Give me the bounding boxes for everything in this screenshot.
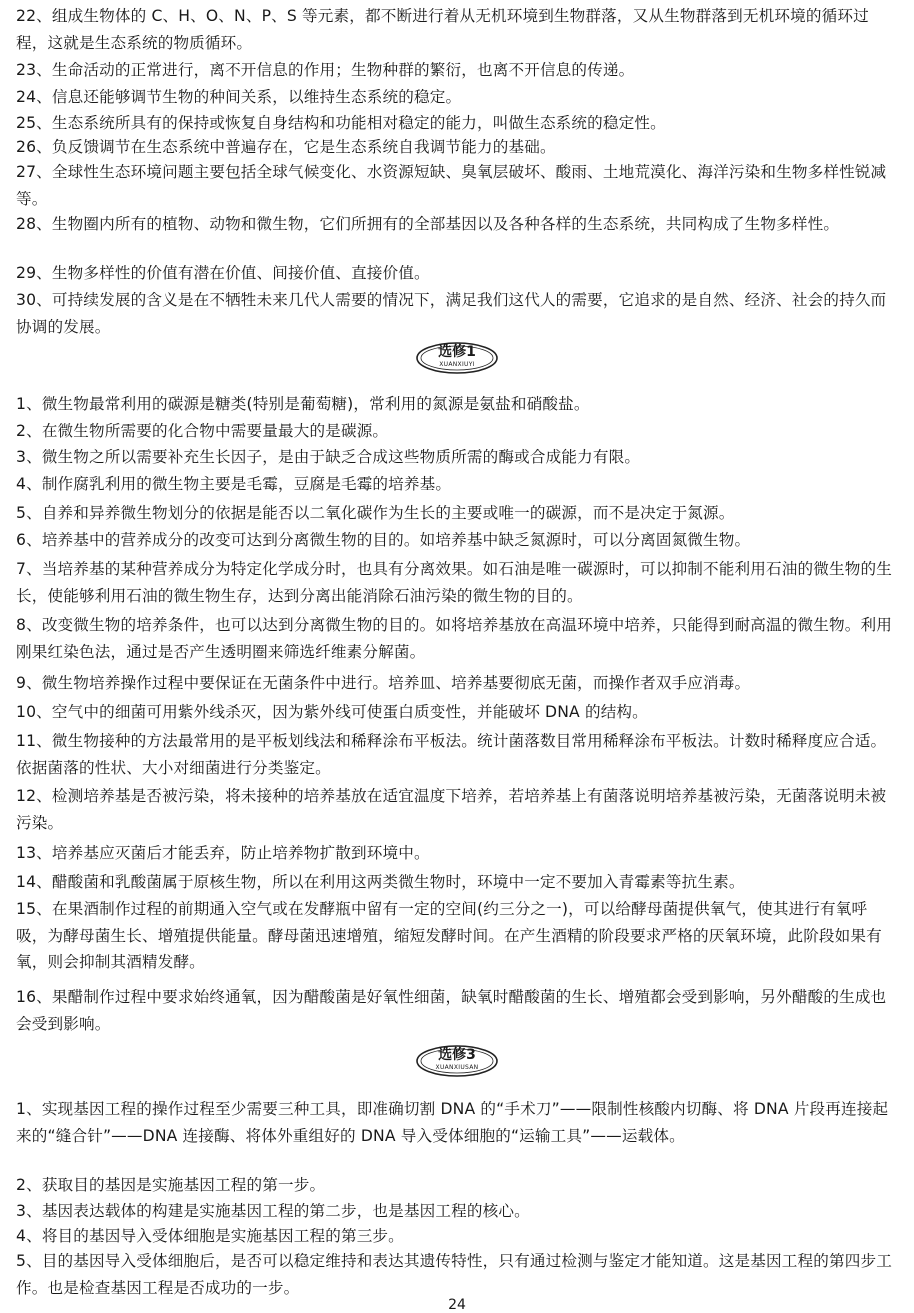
paragraph-25: 25、生态系统所具有的保持或恢复自身结构和功能相对稳定的能力，叫做生态系统的稳定性。: [16, 114, 666, 132]
paragraph-27: 27、全球性生态环境问题主要包括全球气候变化、水资源短缺、臭氧层破坏、酸雨、土地荒漠化、海洋污染和生物多样性锐减等。: [16, 163, 887, 208]
s1-paragraph-1: 1、微生物最常利用的碳源是糖类(特别是葡萄糖)，常利用的氮源是氨盐和硝酸盐。: [16, 395, 590, 413]
paragraph-29: 29、生物多样性的价值有潜在价值、间接价值、直接价值。: [16, 264, 430, 282]
s1-paragraph-7: 7、当培养基的某种营养成分为特定化学成分时，也具有分离效果。如石油是唯一碳源时，可以抑制不能利用石油的微生物的生长，使能够利用石油的微生物生存，达到分离出能消除石油污染的微生物的目的。: [16, 560, 892, 605]
s1-paragraph-11: 11、微生物接种的方法最常用的是平板划线法和稀释涂布平板法。统计菌落数目常用稀释涂布平板法。计数时稀释度应合适。依据菌落的性状、大小对细菌进行分类鉴定。: [16, 732, 887, 777]
badge-title: 选修1: [438, 344, 476, 360]
s1-paragraph-14: 14、醋酸菌和乳酸菌属于原核生物，所以在利用这两类微生物时，环境中一定不要加入青霉素等抗生素。: [16, 873, 745, 891]
paragraph-23: 23、生命活动的正常进行，离不开信息的作用；生物种群的繁衍，也离不开信息的传递。: [16, 61, 635, 79]
s1-paragraph-12: 12、检测培养基是否被污染，将未接种的培养基放在适宜温度下培养，若培养基上有菌落说明培养基被污染，无菌落说明未被污染。: [16, 787, 887, 832]
s1-paragraph-2: 2、在微生物所需要的化合物中需要量最大的是碳源。: [16, 422, 389, 440]
s3-paragraph-5: 5、目的基因导入受体细胞后，是否可以稳定维持和表达其遗传特性，只有通过检测与鉴定才能知道。这是基因工程的第四步工作。也是检查基因工程是否成功的一步。: [16, 1252, 892, 1297]
s1-paragraph-13: 13、培养基应灭菌后才能丢弃，防止培养物扩散到环境中。: [16, 844, 430, 862]
s1-paragraph-4: 4、制作腐乳利用的微生物主要是毛霉，豆腐是毛霉的培养基。: [16, 475, 452, 493]
s1-paragraph-3: 3、微生物之所以需要补充生长因子，是由于缺乏合成这些物质所需的酶或合成能力有限。: [16, 448, 641, 466]
badge-subtitle: XUANXIUYI: [439, 361, 475, 368]
s1-paragraph-16: 16、果醋制作过程中要求始终通氧，因为醋酸菌是好氧性细菌，缺氧时醋酸菌的生长、增殖都会受到影响，另外醋酸的生成也会受到影响。: [16, 988, 887, 1033]
s1-paragraph-9: 9、微生物培养操作过程中要保证在无菌条件中进行。培养皿、培养基要彻底无菌，而操作者双手应消毒。: [16, 674, 751, 692]
s3-paragraph-2: 2、获取目的基因是实施基因工程的第一步。: [16, 1176, 326, 1194]
s3-paragraph-1: 1、实现基因工程的操作过程至少需要三种工具，即准确切割 DNA 的“手术刀”——限制性核酸内切酶、将 DNA 片段再连接起来的“缝合针”——DNA 连接酶、将体外重组好的 DNA 导入受体细胞的“运输工具”——运载体。: [16, 1100, 889, 1145]
badge-subtitle: XUANXIUSAN: [435, 1064, 479, 1071]
s1-paragraph-6: 6、培养基中的营养成分的改变可达到分离微生物的目的。如培养基中缺乏氮源时，可以分离固氮微生物。: [16, 531, 751, 549]
s1-paragraph-8: 8、改变微生物的培养条件，也可以达到分离微生物的目的。如将培养基放在高温环境中培养，只能得到耐高温的微生物。利用刚果红染色法，通过是否产生透明圈来筛选纤维素分解菌。: [16, 616, 892, 661]
s3-paragraph-4: 4、将目的基因导入受体细胞是实施基因工程的第三步。: [16, 1227, 404, 1245]
paragraph-30: 30、可持续发展的含义是在不牺牲未来几代人需要的情况下，满足我们这代人的需要，它追求的是自然、经济、社会的持久而协调的发展。: [16, 291, 887, 336]
s1-paragraph-5: 5、自养和异养微生物划分的依据是能否以二氧化碳作为生长的主要或唯一的碳源，而不是决定于氮源。: [16, 504, 735, 522]
section-badge-xuanxiu1: [415, 341, 499, 375]
s3-paragraph-3: 3、基因表达载体的构建是实施基因工程的第二步，也是基因工程的核心。: [16, 1202, 530, 1220]
paragraph-28: 28、生物圈内所有的植物、动物和微生物，它们所拥有的全部基因以及各种各样的生态系统，共同构成了生物多样性。: [16, 215, 840, 233]
paragraph-26: 26、负反馈调节在生态系统中普遍存在，它是生态系统自我调节能力的基础。: [16, 138, 556, 156]
s1-paragraph-10: 10、空气中的细菌可用紫外线杀灭，因为紫外线可使蛋白质变性，并能破坏 DNA 的结构。: [16, 703, 648, 721]
badge-title: 选修3: [438, 1047, 476, 1063]
s1-paragraph-15: 15、在果酒制作过程的前期通入空气或在发酵瓶中留有一定的空间(约三分之一)，可以给酵母菌提供氧气，使其进行有氧呼吸，为酵母菌生长、增殖提供能量。酵母菌迅速增殖，缩短发酵时间。在产生酒精的阶段要求严格的厌氧环境，此阶段如果有氧，则会抑制其酒精发酵。: [16, 900, 882, 971]
page-number: 24: [448, 1297, 466, 1313]
paragraph-22: 22、组成生物体的 C、H、O、N、P、S 等元素，都不断进行着从无机环境到生物群落，又从生物群落到无机环境的循环过程，这就是生态系统的物质循环。: [16, 7, 869, 52]
paragraph-24: 24、信息还能够调节生物的种间关系，以维持生态系统的稳定。: [16, 88, 462, 106]
section-badge-xuanxiu3: [415, 1044, 499, 1078]
